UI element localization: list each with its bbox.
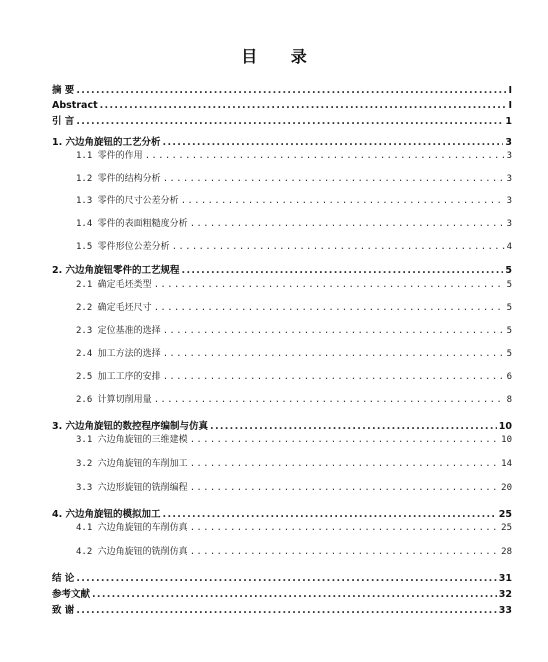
toc-entry[interactable] (52, 482, 512, 495)
toc-entry-page: 28 (501, 547, 512, 557)
toc-entry[interactable] (52, 241, 512, 254)
toc-entry[interactable] (52, 371, 512, 384)
toc-entry-page: 5 (506, 280, 512, 290)
toc-entry-label: 2.4 加工方法的选择 (76, 349, 161, 359)
toc-entry-page: I (508, 85, 512, 96)
toc-entry-page: 32 (498, 589, 512, 600)
toc-entry[interactable] (52, 572, 512, 585)
dot-leader (154, 279, 505, 292)
dot-leader (190, 218, 505, 231)
toc-entry-page: 4 (506, 242, 512, 252)
dot-leader (163, 348, 505, 361)
toc-entry[interactable] (52, 84, 512, 97)
toc-entry-page: 10 (498, 421, 512, 432)
toc-entry-page: 31 (498, 573, 512, 584)
toc-entry-label: 1.3 零件的尺寸公差分析 (76, 196, 179, 206)
toc-entry-label: 3.2 六边角旋钮的车削加工 (76, 459, 188, 469)
toc-entry-label: 2.2 确定毛坯尺寸 (76, 303, 152, 313)
dot-leader (163, 371, 505, 384)
toc-entry-page: 3 (506, 219, 512, 229)
toc-entry-label: 3. 六边角旋钮的数控程序编制与仿真 (52, 421, 209, 432)
toc-entry-page: 3 (505, 137, 512, 148)
dot-leader (163, 325, 505, 338)
dot-leader (163, 173, 505, 186)
toc-entry[interactable] (52, 588, 512, 601)
dot-leader (76, 84, 506, 97)
dot-leader (154, 394, 505, 407)
toc-entry-page: 8 (506, 395, 512, 405)
toc-entry-page: 5 (506, 326, 512, 336)
toc-entry[interactable] (52, 420, 512, 433)
toc-entry[interactable] (52, 302, 512, 315)
toc-entry[interactable] (52, 522, 512, 535)
toc-entry[interactable] (52, 508, 512, 521)
dot-leader (145, 150, 505, 163)
toc-entry-page: 3 (506, 196, 512, 206)
toc-entry[interactable] (52, 546, 512, 559)
toc-entry[interactable] (52, 279, 512, 292)
toc-entry-page: 5 (506, 303, 512, 313)
dot-leader (100, 99, 507, 112)
toc-entry-label: 4. 六边角旋钮的模拟加工 (52, 509, 161, 520)
dot-leader (92, 588, 497, 601)
toc-entry[interactable] (52, 99, 512, 112)
toc-entry-page: 5 (505, 265, 512, 276)
dot-leader (163, 136, 504, 149)
toc-entry[interactable] (52, 348, 512, 361)
toc-entry-label: 1.1 零件的作用 (76, 151, 143, 161)
toc-entry-page: 20 (501, 483, 512, 493)
toc-entry-page: 10 (501, 435, 512, 445)
toc-entry-label: 3.1 六边角旋钮的三维建模 (76, 435, 188, 445)
dot-leader (172, 241, 505, 254)
dot-leader (76, 604, 496, 617)
toc-entry-page: 6 (506, 372, 512, 382)
toc-entry-label: 2.1 确定毛坯类型 (76, 280, 152, 290)
toc-entry-label: 4.2 六边角旋钮的铣削仿真 (76, 547, 188, 557)
toc-entry-page: 5 (506, 349, 512, 359)
toc-entry-label: 引 言 (52, 116, 75, 127)
toc-entry-label: 参考文献 (52, 589, 91, 600)
toc-entry-label: 1.2 零件的结构分析 (76, 174, 161, 184)
toc-entry[interactable] (52, 394, 512, 407)
toc-entry-label: 结 论 (52, 573, 75, 584)
toc-entry[interactable] (52, 264, 512, 277)
toc-entry[interactable] (52, 458, 512, 471)
toc-entry-page: I (508, 100, 512, 111)
dot-leader (76, 572, 496, 585)
toc-entry[interactable] (52, 195, 512, 208)
toc-entry[interactable] (52, 136, 512, 149)
dot-leader (210, 420, 497, 433)
toc-entry-label: 2.5 加工工序的安排 (76, 372, 161, 382)
dot-leader (190, 434, 499, 447)
toc-entry-label: 致 谢 (52, 605, 75, 616)
toc-entry-label: 1.5 零件形位公差分析 (76, 242, 170, 252)
dot-leader (190, 482, 499, 495)
dot-leader (190, 522, 499, 535)
toc-entry-label: 4.1 六边角旋钮的车削仿真 (76, 523, 188, 533)
dot-leader (182, 264, 504, 277)
toc-entry[interactable] (52, 218, 512, 231)
dot-leader (181, 195, 505, 208)
toc-entry-label: 2. 六边角旋钮零件的工艺规程 (52, 265, 180, 276)
toc-entry[interactable] (52, 173, 512, 186)
dot-leader (190, 458, 499, 471)
toc-entry-label: Abstract (52, 100, 98, 111)
toc-entry-label: 3.3 六边形旋钮的铣削编程 (76, 483, 188, 493)
toc-entry-label: 2.6 计算切削用量 (76, 395, 152, 405)
toc-entry-label: 摘 要 (52, 85, 75, 96)
toc-entry[interactable] (52, 150, 512, 163)
dot-leader (190, 546, 499, 559)
toc-entry-page: 1 (505, 116, 512, 127)
toc-entry-page: 25 (498, 509, 512, 520)
dot-leader (76, 115, 503, 128)
toc-entry-label: 1. 六边角旋钮的工艺分析 (52, 137, 161, 148)
toc-entry[interactable] (52, 434, 512, 447)
toc-entry-page: 3 (506, 151, 512, 161)
dot-leader (163, 508, 497, 521)
toc-entry-page: 14 (501, 459, 512, 469)
toc-entry[interactable] (52, 325, 512, 338)
toc-entry[interactable] (52, 604, 512, 617)
toc-entry-page: 33 (498, 605, 512, 616)
toc-entry-label: 2.3 定位基准的选择 (76, 326, 161, 336)
toc-entry[interactable] (52, 115, 512, 128)
toc-entry-label: 1.4 零件的表面粗糙度分析 (76, 219, 188, 229)
dot-leader (154, 302, 505, 315)
toc-entry-page: 25 (501, 523, 512, 533)
page-title: 目 录 (241, 47, 321, 66)
toc-entry-page: 3 (506, 174, 512, 184)
